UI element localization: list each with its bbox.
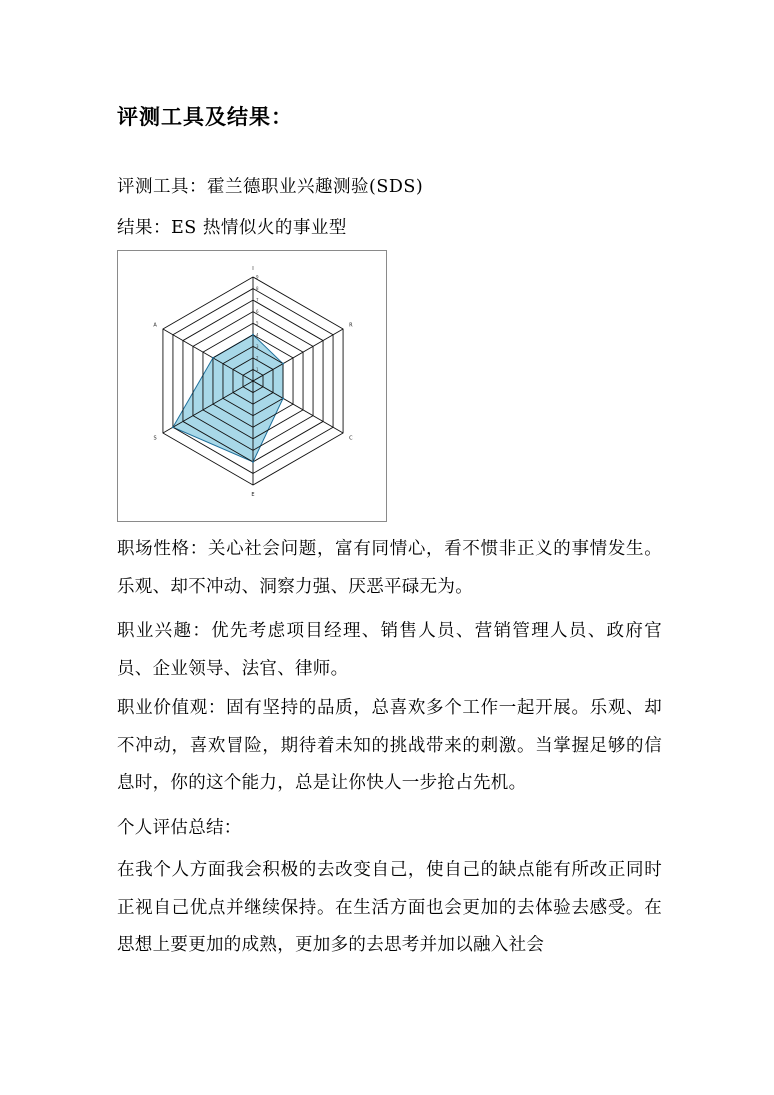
tick-label: 9: [256, 274, 259, 280]
data-point: [252, 334, 254, 336]
assessment-tool-line: 评测工具：霍兰德职业兴趣测验(SDS): [117, 177, 424, 197]
tick-label: 4: [256, 332, 259, 338]
axis-label: R: [349, 322, 353, 329]
data-point: [282, 363, 284, 365]
axis-label: I: [252, 266, 254, 272]
axis-label: C: [349, 435, 353, 442]
interest-paragraph: 职业兴趣：优先考虑项目经理、销售人员、营销管理人员、政府官员、企业领导、法官、律师。: [117, 621, 662, 679]
axis-label: A: [153, 322, 157, 329]
section-heading: 评测工具及结果：: [117, 105, 293, 129]
holland-radar-chart: [118, 251, 386, 521]
axis-label: E: [251, 492, 255, 498]
values-paragraph: 职业价值观：固有坚持的品质，总喜欢多个工作一起开展。乐观、却不冲动，喜欢冒险，期待着未知的挑战带来的刺激。当掌握足够的信息时，你的这个能力，总是让你快人一步抢占先机。: [117, 698, 662, 793]
personality-paragraph: 职场性格：关心社会问题，富有同情心，看不惯非正义的事情发生。乐观、却不冲动、洞察力强、厌恶平碌无为。: [117, 539, 662, 597]
summary-paragraph: 在我个人方面我会积极的去改变自己，使自己的缺点能有所改正同时正视自己优点并继续保持。在生活方面也会更加的去体验去感受。在思想上要更加的成熟，更加多的去思考并加以融入社会: [117, 860, 662, 955]
tick-label: 7: [256, 297, 259, 303]
tick-label: 1: [256, 366, 259, 372]
tick-label: 8: [256, 286, 259, 292]
data-point: [212, 357, 214, 359]
tick-label: 2: [256, 355, 259, 361]
axis-label: S: [153, 435, 157, 442]
data-point: [172, 426, 174, 428]
data-point: [252, 461, 254, 463]
tick-label: 5: [256, 320, 259, 326]
result-line: 结果：ES 热情似火的事业型: [117, 218, 347, 238]
summary-title: 个人评估总结：: [117, 818, 242, 838]
radar-chart-frame: [117, 250, 387, 522]
data-point: [282, 397, 284, 399]
tick-label: 3: [256, 343, 259, 349]
tick-label: 6: [256, 309, 259, 315]
